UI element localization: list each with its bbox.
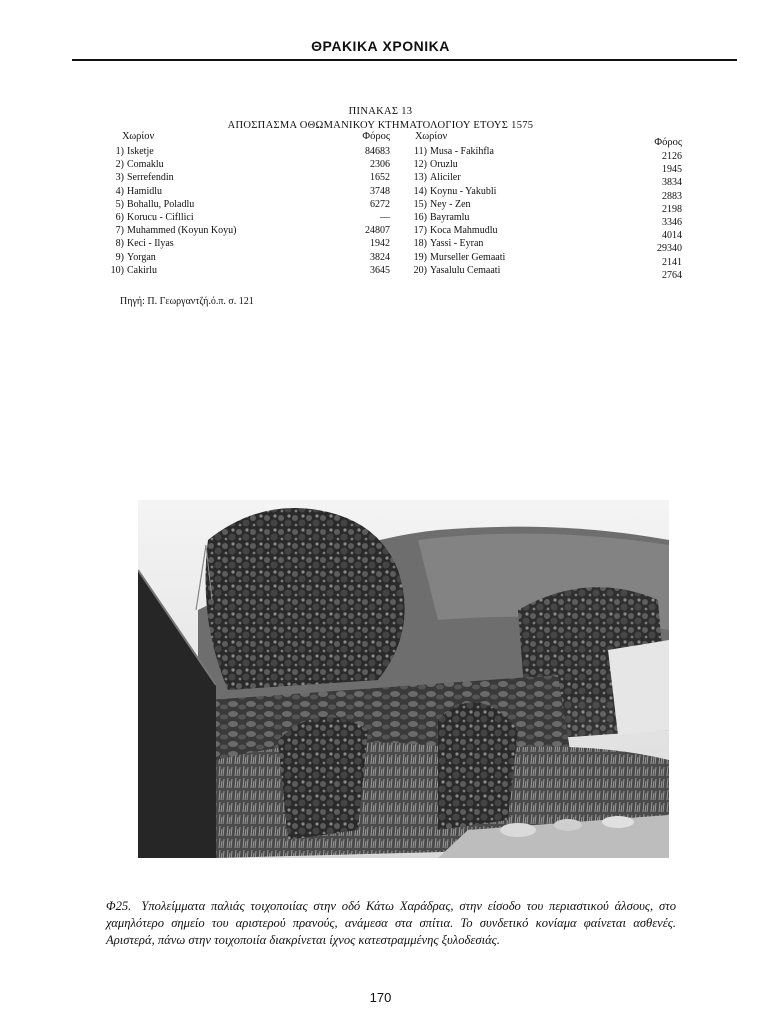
row-number: 16) (413, 211, 427, 223)
tax-value: 4014 (662, 230, 682, 242)
tax-value: 24807 (365, 225, 390, 237)
row-number: 19) (413, 251, 427, 263)
row-number: 14) (413, 185, 427, 197)
table-row-village (110, 211, 236, 224)
row-number: 8) (115, 238, 124, 250)
row-number: 13) (413, 172, 427, 184)
table-row-village (110, 158, 236, 171)
table-row-village (110, 185, 236, 198)
row-number: 4) (115, 185, 124, 197)
village-name: Bohallu, Poladlu (127, 198, 195, 210)
row-number: 6) (115, 211, 124, 223)
table-source: Πηγή: Π. Γεωργαντζή.ό.π. σ. 121 (120, 296, 254, 307)
tax-value: 1652 (370, 172, 390, 184)
tax-value: — (380, 211, 390, 223)
row-number: 20) (413, 264, 427, 276)
table-row-village (413, 237, 505, 250)
village-name: Muhammed (Koyun Koyu) (127, 225, 237, 237)
table-row-village (110, 237, 236, 250)
row-number: 1) (115, 146, 124, 157)
tax-value: 2141 (662, 256, 682, 268)
table-row-village (413, 171, 505, 184)
village-name: Murseller Gemaati (430, 251, 506, 263)
row-number: 7) (115, 225, 124, 237)
column-header-tax-left: Φόρος (362, 131, 390, 142)
row-number: 18) (413, 238, 427, 250)
tax-value: 29340 (657, 243, 682, 255)
village-name: Isketje (127, 146, 154, 157)
village-name: Musa - Fakihfla (430, 146, 494, 157)
tax-value: 1942 (370, 238, 390, 250)
village-name: Bayramlu (430, 211, 470, 223)
village-name: Koynu - Yakubli (430, 185, 497, 197)
tax-value: 3346 (662, 216, 682, 228)
table-row-village (413, 224, 505, 237)
table-row-village (110, 264, 236, 277)
row-number: 3) (115, 172, 124, 184)
tax-value: 3824 (370, 251, 390, 263)
row-number: 17) (413, 225, 427, 237)
row-number: 9) (115, 251, 124, 263)
tax-value: 2764 (662, 269, 682, 281)
table-row-village (413, 198, 505, 211)
running-header: ΘΡΑΚΙΚΑ ΧΡΟΝΙΚΑ (311, 38, 450, 54)
tax-value: 3748 (370, 185, 390, 197)
tax-value: 2126 (662, 151, 682, 162)
row-number: 15) (413, 198, 427, 210)
table-right-villages (413, 145, 505, 277)
table-row-village (413, 211, 505, 224)
village-name: Yasalulu Cemaati (430, 264, 501, 276)
row-number: 12) (413, 159, 427, 171)
table-row-village (110, 251, 236, 264)
village-name: Yorgan (127, 251, 156, 263)
row-number: 10) (110, 264, 124, 276)
photograph-wall-remains (138, 500, 669, 858)
tax-value: 2198 (662, 203, 682, 215)
table-row-village (110, 171, 236, 184)
village-name: Aliciler (430, 172, 461, 184)
village-name: Koca Mahmudlu (430, 225, 498, 237)
village-name: Serrefendin (127, 172, 174, 184)
row-number: 5) (115, 198, 124, 210)
table-row-village (413, 264, 505, 277)
column-header-village-left: Χωρίον (122, 131, 155, 142)
table-row-village (110, 198, 236, 211)
column-header-tax-right: Φόρος (654, 137, 682, 148)
table-right-taxes (622, 150, 682, 282)
figure-id: Φ25. (106, 899, 132, 913)
table-row-village (110, 145, 236, 158)
tax-value: 6272 (370, 198, 390, 210)
header-rule (72, 59, 737, 61)
table-number: ΠΙΝΑΚΑΣ 13 (348, 106, 413, 117)
table-left-taxes (330, 145, 390, 277)
figure-caption (106, 898, 676, 949)
table-row-village (413, 158, 505, 171)
village-name: Keci - Ilyas (127, 238, 174, 250)
tax-value: 3645 (370, 264, 390, 276)
tax-value: 3834 (662, 177, 682, 189)
table-row-village (413, 145, 505, 158)
tax-value: 84683 (365, 146, 390, 157)
table-left-villages (110, 145, 236, 277)
column-header-village-right: Χωρίον (415, 131, 448, 142)
village-name: Ney - Zen (430, 198, 471, 210)
page-number: 170 (369, 990, 392, 1005)
table-title: ΑΠΟΣΠΑΣΜΑ ΟΘΩΜΑΝΙΚΟΥ ΚΤΗΜΑΤΟΛΟΓΙΟΥ ΕΤΟΥΣ 1575 (227, 120, 534, 131)
village-name: Cakirlu (127, 264, 157, 276)
village-name: Yassi - Eyran (430, 238, 484, 250)
figure-caption-text: Υπολείμματα παλιάς τοιχοποιίας στην οδό Κάτω Χαράδρας, στην είσοδο του περιαστικού άλσους, στο χαμηλότερο σημείο του αριστερού πρανούς, ανάμεσα στα σπίτια. Το συνδετικό κονίαμα φαίνεται ασθενές. Αριστερά, πάνω στην τοιχοποιία διακρίνεται ίχνος κατεστραμμένης ξυλοδεσιάς. (106, 899, 676, 947)
row-number: 2) (115, 159, 124, 171)
village-name: Hamidlu (127, 185, 162, 197)
table-row-village (413, 251, 505, 264)
table-row-village (413, 185, 505, 198)
table-row-village (110, 224, 236, 237)
tax-value: 2883 (662, 190, 682, 202)
tax-value: 1945 (662, 164, 682, 176)
village-name: Comaklu (127, 159, 164, 171)
row-number: 11) (414, 146, 427, 157)
village-name: Korucu - Cifllici (127, 211, 194, 223)
tax-value: 2306 (370, 159, 390, 171)
village-name: Oruzlu (430, 159, 458, 171)
